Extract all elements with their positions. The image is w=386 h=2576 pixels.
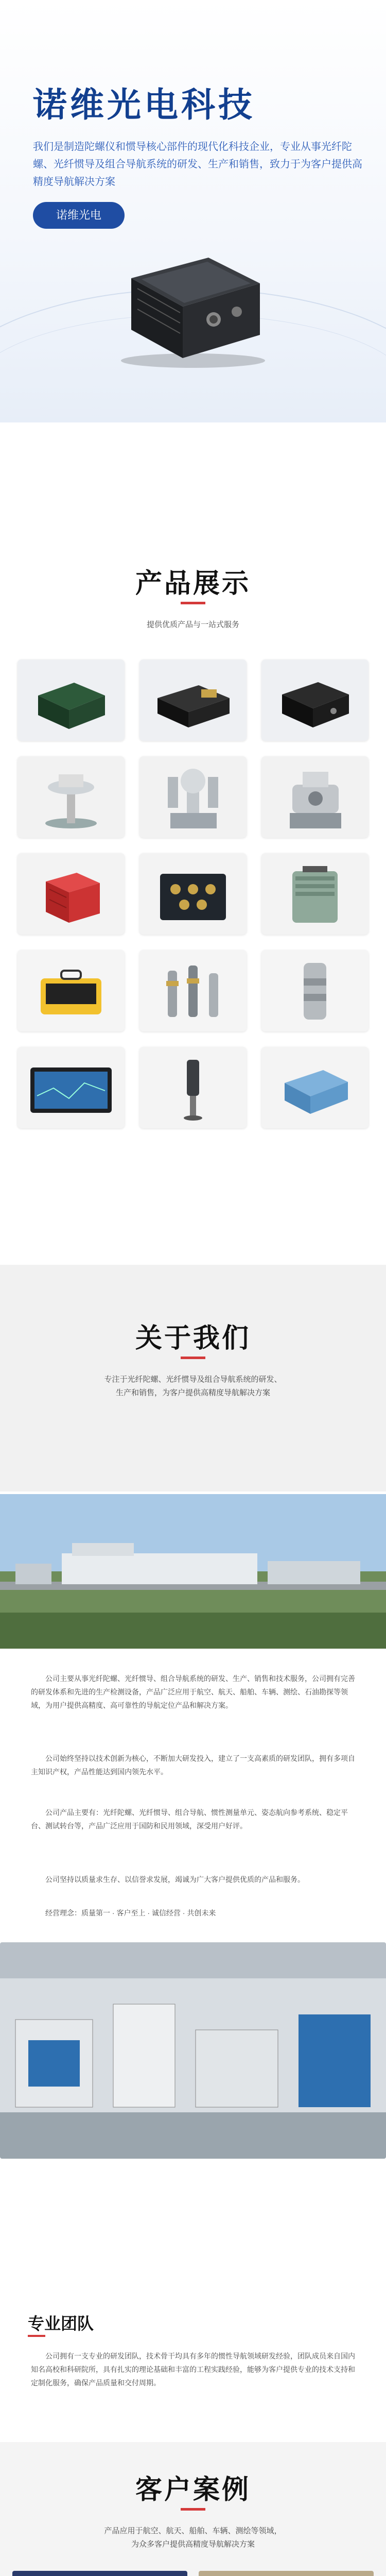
factory-aerial-photo	[0, 1494, 386, 1649]
team-text: 公司拥有一支专业的研发团队，技术骨干均具有多年的惯性导航领域研发经验，团队成员来自国内知名高校和科研院所，具有扎实的理论基础和丰富的工程实践经验，能够为客户提供专业的技术支持和定制化服务，确保产品质量和交付周期。	[31, 2352, 355, 2387]
about-paragraph-4: 公司坚持以质量求生存、以信誉求发展，竭诚为广大客户提供优质的产品和服务。	[45, 1875, 305, 1884]
product-card[interactable]	[261, 659, 369, 741]
hero-button[interactable]: 诺维光电	[33, 202, 125, 229]
cases-title: 客户案例	[135, 2475, 251, 2505]
product-card[interactable]	[139, 950, 247, 1031]
about-title: 关于我们	[135, 1324, 251, 1353]
product-card[interactable]	[261, 756, 369, 838]
team-title-underline	[28, 2335, 45, 2337]
about-title-underline	[181, 1357, 205, 1359]
product-card[interactable]	[139, 853, 247, 935]
product-card[interactable]	[17, 756, 125, 838]
hero-title: 诺维光电科技	[33, 86, 255, 124]
cases-subtitle-2: 为众多客户提供高精度导航解决方案	[131, 2540, 255, 2549]
hero-banner	[0, 0, 386, 422]
products-subtitle: 提供优质产品与一站式服务	[146, 620, 239, 629]
hero-description: 我们是制造陀螺仪和惯导核心部件的现代化科技企业，专业从事光纤陀螺、光纤惯导及组合导航系统的研发、生产和销售，致力于为客户提供高精度导航解决方案	[33, 141, 362, 188]
hero-product-image	[111, 242, 275, 371]
about-paragraph-1: 公司主要从事光纤陀螺、光纤惯导、组合导航系统的研发、生产、销售和技术服务，公司拥有完善的研发体系和先进的生产检测设备，产品广泛应用于航空、航天、船舶、车辆、测绘、石油勘探等领域，为用户提供高精度、高可靠性的导航定位产品和解决方案。	[31, 1674, 355, 1709]
case-photo	[199, 2571, 374, 2576]
product-card[interactable]	[261, 950, 369, 1031]
cases-subtitle-1: 产品应用于航空、航天、船舶、车辆、测绘等领域，	[104, 2527, 282, 2535]
cases-title-underline	[181, 2508, 205, 2511]
product-card[interactable]	[17, 1047, 125, 1128]
about-paragraph-3: 公司产品主要有：光纤陀螺、光纤惯导、组合导航、惯性测量单元、姿态航向参考系统、稳定平台、测试转台等，产品广泛应用于国防和民用领域，深受用户好评。	[31, 1808, 348, 1830]
product-card[interactable]	[261, 1047, 369, 1128]
product-card[interactable]	[139, 756, 247, 838]
about-subtitle-1: 专注于光纤陀螺、光纤惯导及组合导航系统的研发、	[104, 1375, 282, 1384]
team-title: 专业团队	[28, 2314, 94, 2333]
products-title-underline	[181, 602, 205, 604]
product-card[interactable]	[139, 1047, 247, 1128]
product-card[interactable]	[17, 659, 125, 741]
lab-photo	[0, 1942, 386, 2159]
case-photo	[12, 2571, 187, 2576]
product-card[interactable]	[261, 853, 369, 935]
product-card[interactable]	[139, 659, 247, 741]
about-subtitle-2: 生产和销售，为客户提供高精度导航解决方案	[115, 1388, 270, 1397]
product-card[interactable]	[17, 853, 125, 935]
products-title: 产品展示	[135, 569, 251, 599]
about-paragraph-2: 公司始终坚持以技术创新为核心，不断加大研发投入，建立了一支高素质的研发团队，拥有多项自主知识产权，产品性能达到国内领先水平。	[31, 1754, 355, 1776]
about-paragraph-5: 经营理念：质量第一 · 客户至上 · 诚信经营 · 共创未来	[45, 1909, 216, 1917]
product-card[interactable]	[17, 950, 125, 1031]
